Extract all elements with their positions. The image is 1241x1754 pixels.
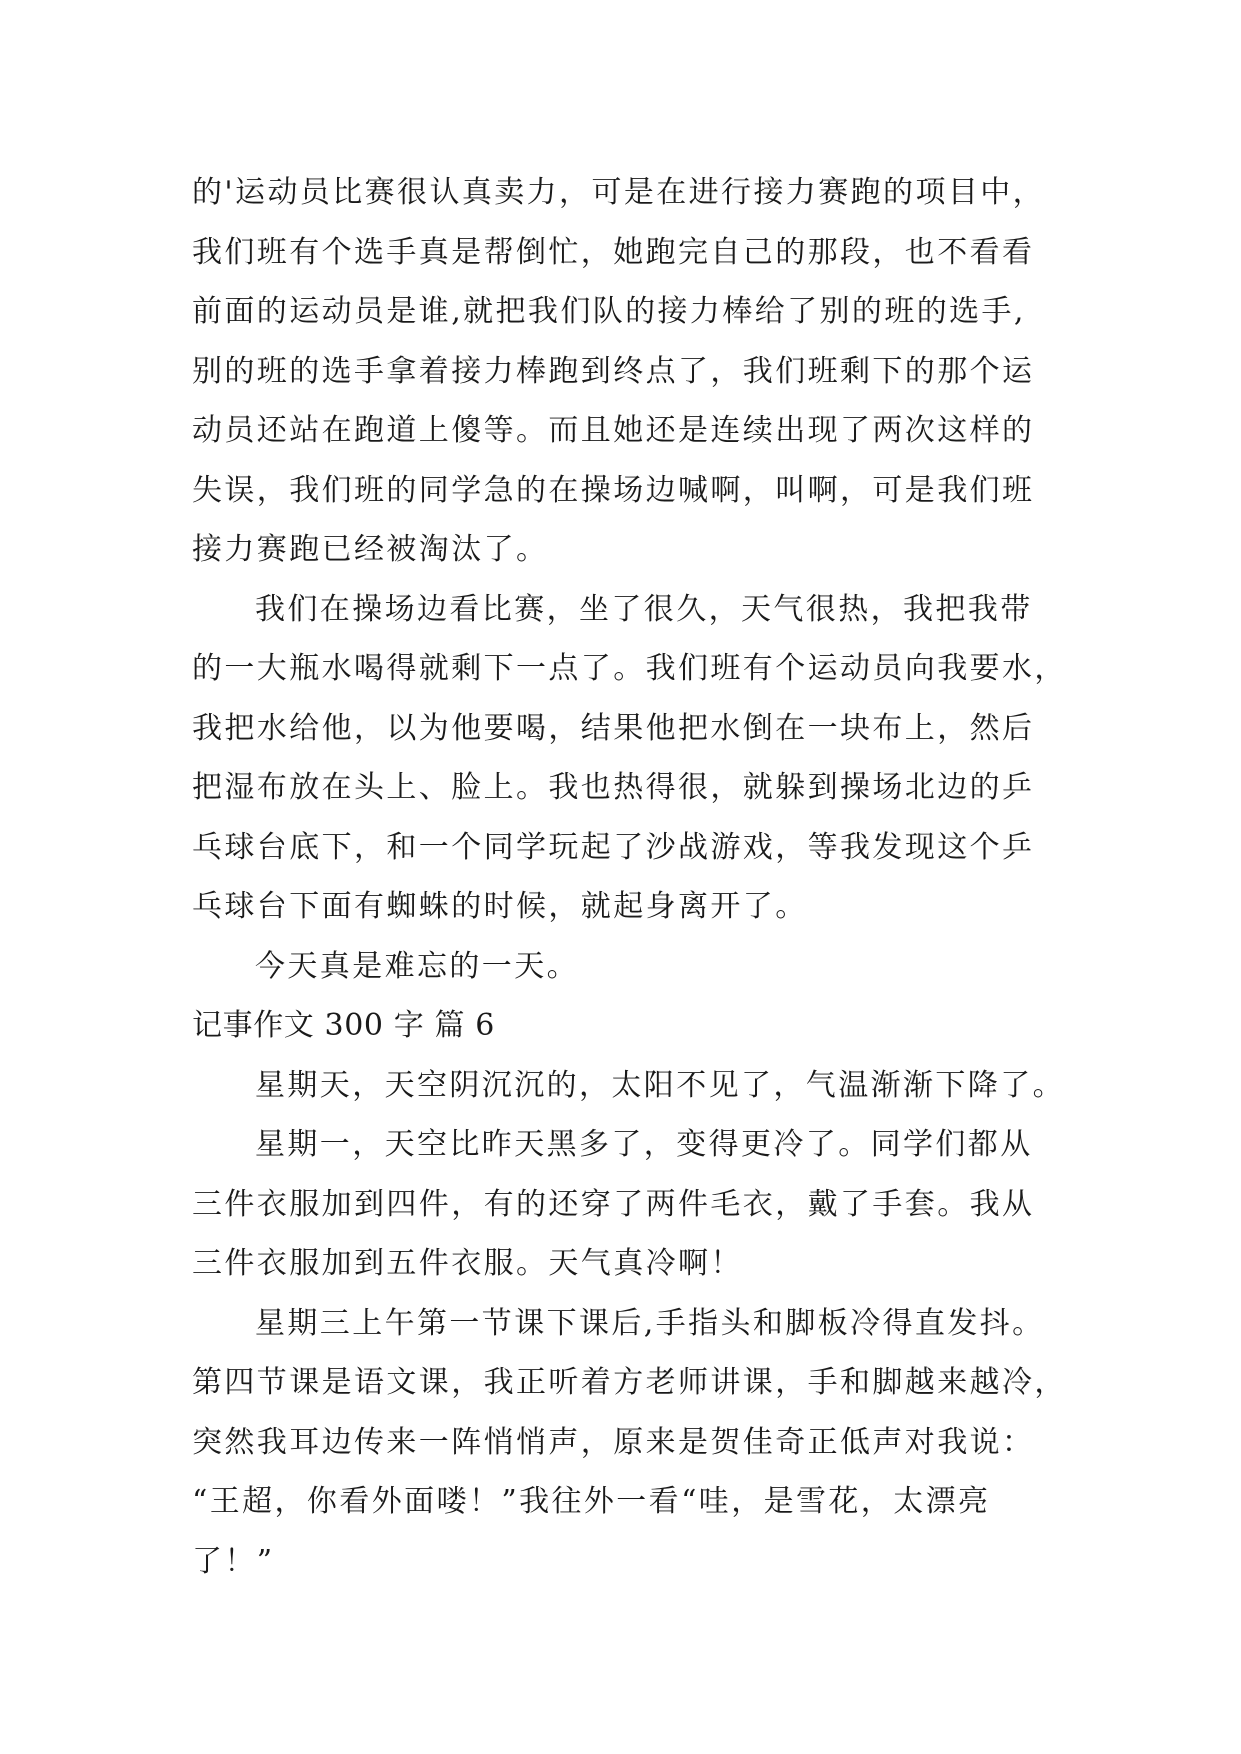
text-line: 的'运动员比赛很认真卖力，可是在进行接力赛跑的项目中， [192, 175, 1046, 210]
text-line: 乓球台底下，和一个同学玩起了沙战游戏，等我发现这个乒 [192, 829, 1035, 865]
text-line: 我把水给他，以为他要喝，结果他把水倒在一块布上，然后 [192, 710, 1035, 746]
text-line: 三件衣服加到四件，有的还穿了两件毛衣，戴了手套。我从 [192, 1186, 1035, 1222]
text-line: “王超，你看外面喽！”我往外一看“哇，是雪花，太漂亮 [192, 1484, 991, 1519]
text-line: 星期天，天空阴沉沉的，太阳不见了，气温渐渐下降了。 [255, 1067, 1065, 1103]
text-line: 了！” [192, 1543, 275, 1579]
text-line: 星期三上午第一节课下课后,手指头和脚板冷得直发抖。 [255, 1305, 1045, 1341]
text-line: 我们在操场边看比赛，坐了很久，天气很热，我把我带 [255, 591, 1033, 627]
text-line: 失误，我们班的同学急的在操场边喊啊，叫啊，可是我们班 [192, 472, 1035, 508]
text-line: 我们班有个选手真是帮倒忙，她跑完自己的那段，也不看看 [192, 234, 1035, 270]
text-line: 接力赛跑已经被淘汰了。 [192, 532, 549, 567]
text-line: 的一大瓶水喝得就剩下一点了。我们班有个运动员向我要水， [192, 651, 1067, 686]
text-line: 今天真是难忘的一天。 [255, 948, 579, 984]
text-line: 乓球台下面有蜘蛛的时候，就起身离开了。 [192, 889, 808, 924]
section-heading: 记事作文 300 字 篇 6 [192, 1008, 495, 1043]
essay-text [192, 163, 1092, 1591]
text-line: 突然我耳边传来一阵悄悄声，原来是贺佳奇正低声对我说： [192, 1424, 1035, 1460]
text-line: 把湿布放在头上、脸上。我也热得很，就躲到操场北边的乒 [192, 770, 1035, 805]
text-line: 星期一，天空比昨天黑多了，变得更冷了。同学们都从 [255, 1127, 1033, 1162]
text-line: 动员还站在跑道上傻等。而且她还是连续出现了两次这样的 [192, 413, 1035, 448]
text-line: 前面的运动员是谁,就把我们队的接力棒给了别的班的选手, [192, 294, 1026, 329]
text-line: 三件衣服加到五件衣服。天气真冷啊！ [192, 1246, 743, 1281]
text-line: 第四节课是语文课，我正听着方老师讲课，手和脚越来越冷， [192, 1365, 1067, 1400]
text-line: 别的班的选手拿着接力棒跑到终点了，我们班剩下的那个运 [192, 353, 1035, 389]
